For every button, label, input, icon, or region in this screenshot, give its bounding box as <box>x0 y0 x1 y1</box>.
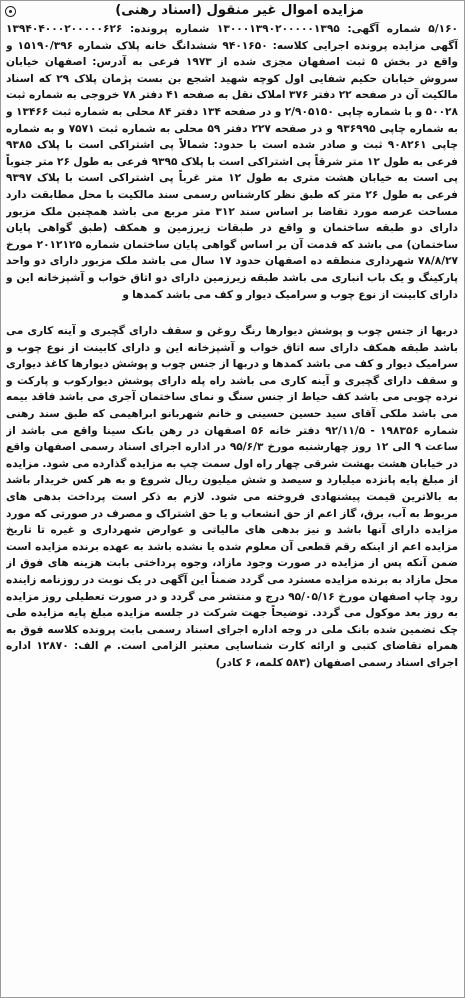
notice-paragraph-2: دربها از جنس چوب و پوشش دیوارها رنگ روغن و سقف دارای گچبری و آینه کاری می باشد طبقه همکف دارای سه اتاق خواب و آشپزخانه این و دارای کابینت از نوع چوب و سرامیک دیوار و کف می باشد کمدها و دربها از جنس چوب و پوشش دیوارها کاغذ دیواری و سقف دارای گچبری و آینه کاری می باشد راه پله دارای پوشش دیوارکوب و پارکت و نرده چوبی می باشد کف حیاط از جنس سنگ و نمای ساختمان آجری می باشد فاقد بیمه می باشد ملکی آقای سید حسین حسینی و خانم شهربانو ابراهیمی که طبق سند رهنی شماره ۱۹۸۳۵۶ - ۹۲/۱۱/۵ دفتر خانه ۵۶ اصفهان در رهن بانک سینا واقع می باشد از ساعت ۹ الی ۱۲ روز چهارشنبه مورخ ۹۵/۶/۳ در اداره اجرای اسناد رسمی اصفهان واقع در خیابان هشت بهشت شرقی چهار راه اول سمت چپ به مزایده گذارده می شود. مزایده از مبلغ پایه پانزده میلیارد و سیصد و شش میلیون ریال شروع و به هر کس خریدار باشد به بالاترین قیمت پیشنهادی فروخته می شود. لازم به ذکر است پرداخت بدهی های مربوط به آب، برق، گاز اعم از حق انشعاب و یا حق اشتراک و مصرف در صورتی که مورد مزایده دارای آنها باشد و نیز بدهی های مالیاتی و عوارض شهرداری و غیره تا تاریخ مزایده اعم از اینکه رقم قطعی آن معلوم شده یا نشده باشد به عهده برنده مزایده است ضمن آنکه پس از مزایده در صورت وجود مازاد، وجوه پرداختی بابت هزینه های فوق از محل مازاد به برنده مزایده مسترد می گردد ضمناً این آگهی در یک نوبت در روزنامه زاینده رود چاپ اصفهان مورخ ۹۵/۰۵/۱۶ درج و منتشر می گردد و در صورت تعطیلی روز مزایده به روز بعد موکول می گردد. توضیحاً جهت شرکت در جلسه مزایده مبلغ پایه مزایده طی چک تضمین شده بانک ملی در وجه اداره اجرای اسناد رسمی بابت پرونده کلاسه فوق به همراه تقاضای کتبی و ارائه کارت شناسایی معتبر الزامی است. م الف: ۱۲۸۷۰ اداره اجرای اسناد رسمی اصفهان (۵۸۳ کلمه، ۶ کادر) <box>6 325 458 669</box>
notice-paragraph-1: ۵/۱۶۰ شماره آگهی: ۱۳۰۰۰۱۳۹۰۲۰۰۰۰۰۱۳۹۵ شماره پرونده: ۱۳۹۴۰۴۰۰۰۲۰۰۰۰۰۶۲۶ آگهی مزایده پرونده اجرایی کلاسه: ۹۴۰۱۶۵۰ ششدانگ خانه پلاک شماره ۱۵۱۹۰/۳۹۶ و واقع در بخش ۵ ثبت اصفهان مجزی شده از ۱۹۷۳ فرعی به آدرس: اصفهان خیابان سروش خیابان حکیم شفایی اول کوچه شهید اشجع بن بست پژمان پلاک ۲۹ که اسناد مالکیت آن در صفحه ۲۲ دفتر ۳۷۶ املاک نقل به صفحه ۴۱ دفتر ۷۸ خروجی به شماره ثبت ۵۰۰۲۸ و با شماره چاپی ۲/۹۰۵۱۵۰ و در صفحه ۱۳۴ دفتر ۸۴ محلی به شماره ثبت ۱۳۴۶۶ و به شماره چاپی ۹۳۶۹۹۵ و در صفحه ۲۲۷ دفتر ۵۹ محلی به شماره ثبت ۷۵۷۱ و به شماره چاپی ۹۰۸۲۶۱ ثبت و صادر شده است با حدود: شمالاً پی اشتراکی است با پلاک ۹۳۸۵ فرعی به طول ۱۲ متر شرقاً پی اشتراکی است با پلاک ۹۳۹۵ فرعی به طول ۲۶ متر جنوباً پی است به خیابان هشت متری به طول ۱۲ متر غرباً پی اشتراکی است با پلاک ۹۳۹۷ فرعی به طول ۲۶ متر که طبق نظر کارشناس رسمی سند مالکیت با محل مطابقت دارد مساحت عرصه مورد تقاضا بر اساس سند ۳۱۲ متر مربع می باشد همچنین ملک مزبور دارای دو طبقه ساختمان و واقع در طبقات زیرزمین و همکف (طبق گواهی پایان ساختمان) می باشد که قدمت آن بر اساس گواهی پایان ساختمان شماره ۲۰۱۲۱۲۵ مورخ ۷۸/۸/۲۷ شهرداری منطقه ده اصفهان حدود ۱۷ سال می باشد ملک مزبور دارای دو واحد پارکینگ و یک باب انباری می باشد طبقه زیرزمین دارای دو اتاق خواب و آشپزخانه این و دارای کابینت از نوع چوب و سرامیک دیوار و کف می باشد کمدها و <box>6 23 458 301</box>
notice-body <box>6 21 458 989</box>
notice-title: مزایده اموال غیر منقول (اسناد رهنی) <box>115 3 364 18</box>
circle-mark-icon <box>5 6 16 17</box>
